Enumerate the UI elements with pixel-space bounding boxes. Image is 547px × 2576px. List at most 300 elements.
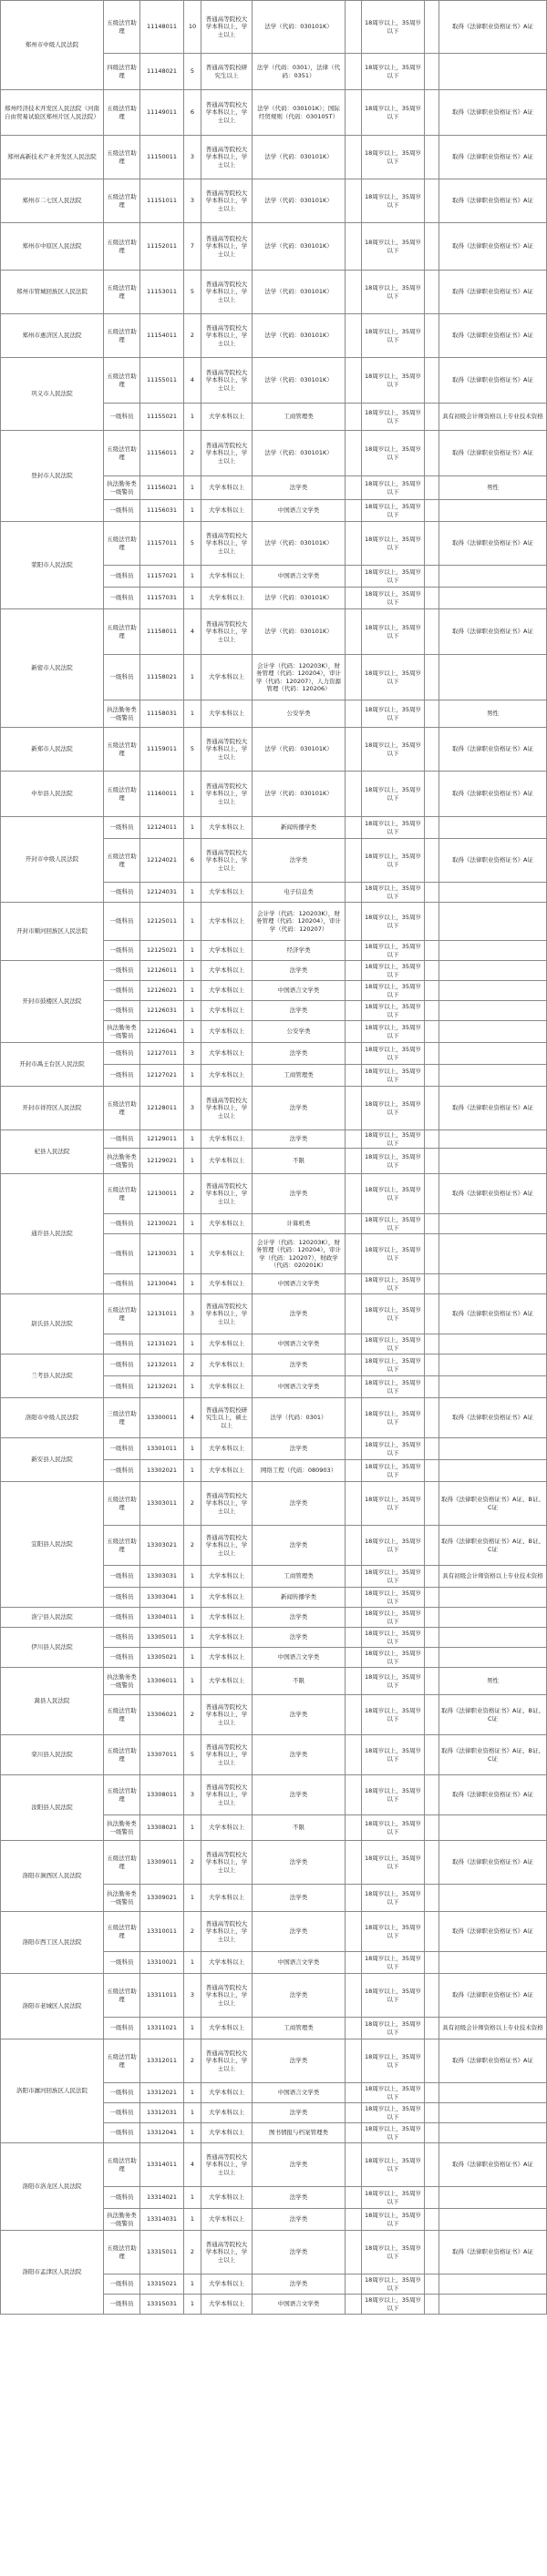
education-cell: 大学本科以上 bbox=[201, 2295, 252, 2314]
major-cell: 中国语言文学类 bbox=[252, 1376, 345, 1397]
blank-cell bbox=[345, 2123, 361, 2142]
blank-cell bbox=[345, 2274, 361, 2294]
requirement-cell bbox=[439, 2103, 547, 2122]
education-cell: 普通高等院校大学本科以上，学士以上 bbox=[201, 1775, 252, 1814]
requirement-cell: 取得《法律职业资格证书》A证 bbox=[439, 314, 547, 357]
count-cell: 1 bbox=[183, 1334, 201, 1354]
code-cell: 12126041 bbox=[139, 1021, 183, 1042]
code-cell: 13311021 bbox=[139, 2018, 183, 2039]
blank-cell bbox=[345, 358, 361, 403]
count-cell: 1 bbox=[183, 2274, 201, 2294]
major-cell: 网络工程（代码：080903） bbox=[252, 1460, 345, 1481]
education-cell: 大学本科以上 bbox=[201, 883, 252, 902]
position-cell: 一级科员 bbox=[103, 655, 139, 700]
requirement-cell bbox=[439, 1214, 547, 1233]
position-cell: 一级科员 bbox=[103, 404, 139, 430]
major-cell: 工商管理类 bbox=[252, 1566, 345, 1587]
education-cell: 大学本科以上 bbox=[201, 817, 252, 838]
position-cell: 四级法官助理 bbox=[103, 54, 139, 89]
age-cell: 18周岁以上，35周岁以下 bbox=[361, 1398, 424, 1437]
requirement-cell: 取得《法律职业资格证书》A证、B证、C证 bbox=[439, 1482, 547, 1525]
position-cell: 一级科员 bbox=[103, 1214, 139, 1233]
age-cell: 18周岁以上，35周岁以下 bbox=[361, 961, 424, 980]
blank-cell-2 bbox=[424, 1294, 439, 1334]
blank-cell bbox=[345, 903, 361, 940]
blank-cell bbox=[345, 817, 361, 838]
blank-cell bbox=[345, 1668, 361, 1694]
age-cell: 18周岁以上，35周岁以下 bbox=[361, 1376, 424, 1397]
position-cell: 五级法官助理 bbox=[103, 1695, 139, 1734]
code-cell: 13305011 bbox=[139, 1628, 183, 1647]
position-cell: 一级科员 bbox=[103, 1460, 139, 1481]
position-cell: 一级科员 bbox=[103, 1628, 139, 1647]
blank-cell-2 bbox=[424, 2018, 439, 2039]
blank-cell-2 bbox=[424, 1214, 439, 1233]
education-cell: 大学本科以上 bbox=[201, 1566, 252, 1587]
blank-cell-2 bbox=[424, 358, 439, 403]
blank-cell bbox=[345, 1735, 361, 1774]
unit-name: 嵩县人民法院 bbox=[0, 1668, 103, 1735]
unit-name: 洛阳市孟津区人民法院 bbox=[0, 2231, 103, 2315]
count-cell: 3 bbox=[183, 1294, 201, 1334]
code-cell: 12127021 bbox=[139, 1065, 183, 1086]
count-cell: 1 bbox=[183, 1566, 201, 1587]
unit-name: 新密市人民法院 bbox=[0, 609, 103, 728]
count-cell: 1 bbox=[183, 1234, 201, 1273]
count-cell: 1 bbox=[183, 2083, 201, 2102]
position-cell: 一级科员 bbox=[103, 903, 139, 940]
age-cell: 18周岁以上，35周岁以下 bbox=[361, 588, 424, 608]
age-cell: 18周岁以上，35周岁以下 bbox=[361, 941, 424, 960]
count-cell: 1 bbox=[183, 1130, 201, 1148]
education-cell: 大学本科以上 bbox=[201, 1354, 252, 1375]
unit-name: 洛阳市中级人民法院 bbox=[0, 1398, 103, 1438]
count-cell: 1 bbox=[183, 961, 201, 980]
age-cell: 18周岁以上，35周岁以下 bbox=[361, 2083, 424, 2102]
position-cell: 五级法官助理 bbox=[103, 522, 139, 565]
blank-cell-2 bbox=[424, 1087, 439, 1130]
blank-cell bbox=[345, 1775, 361, 1814]
blank-cell bbox=[345, 136, 361, 179]
major-cell: 中国语言文学类 bbox=[252, 566, 345, 587]
blank-cell-2 bbox=[424, 1021, 439, 1042]
count-cell: 1 bbox=[183, 2123, 201, 2142]
code-cell: 13315011 bbox=[139, 2231, 183, 2274]
education-cell: 普通高等院校大学本科以上，学士以上 bbox=[201, 609, 252, 654]
count-cell: 1 bbox=[183, 2103, 201, 2122]
requirement-cell bbox=[439, 1001, 547, 1020]
requirement-cell: 男性 bbox=[439, 1668, 547, 1694]
code-cell: 11153011 bbox=[139, 271, 183, 313]
blank-cell-2 bbox=[424, 903, 439, 940]
education-cell: 大学本科以上 bbox=[201, 2018, 252, 2039]
major-cell: 法学类 bbox=[252, 839, 345, 882]
count-cell: 1 bbox=[183, 1608, 201, 1627]
code-cell: 13312011 bbox=[139, 2039, 183, 2082]
age-cell: 18周岁以上，35周岁以下 bbox=[361, 1214, 424, 1233]
major-cell: 公安学类 bbox=[252, 700, 345, 727]
major-cell: 中国语言文学类 bbox=[252, 1952, 345, 1973]
position-cell: 五级法官助理 bbox=[103, 2039, 139, 2082]
blank-cell-2 bbox=[424, 2103, 439, 2122]
age-cell: 18周岁以上，35周岁以下 bbox=[361, 1, 424, 53]
blank-cell bbox=[345, 2039, 361, 2082]
count-cell: 6 bbox=[183, 839, 201, 882]
major-cell: 新闻传播学类 bbox=[252, 817, 345, 838]
major-cell: 法学（代码：030101K） bbox=[252, 1, 345, 53]
count-cell: 1 bbox=[183, 941, 201, 960]
age-cell: 18周岁以上，35周岁以下 bbox=[361, 1885, 424, 1911]
requirement-cell: 取得《法律职业资格证书》A证 bbox=[439, 1775, 547, 1814]
major-cell: 法学类 bbox=[252, 1775, 345, 1814]
major-cell: 法学类 bbox=[252, 2039, 345, 2082]
age-cell: 18周岁以上，35周岁以下 bbox=[361, 2018, 424, 2039]
count-cell: 2 bbox=[183, 431, 201, 475]
education-cell: 普通高等院校大学本科以上，学士以上 bbox=[201, 1294, 252, 1334]
major-cell: 法学类 bbox=[252, 1001, 345, 1020]
position-cell: 执法勤务类一级警员 bbox=[103, 700, 139, 727]
count-cell: 4 bbox=[183, 609, 201, 654]
education-cell: 普通高等院校大学本科以上，学士以上 bbox=[201, 223, 252, 270]
age-cell: 18周岁以上，35周岁以下 bbox=[361, 1668, 424, 1694]
blank-cell bbox=[345, 1648, 361, 1667]
major-cell: 电子信息类 bbox=[252, 883, 345, 902]
code-cell: 12126021 bbox=[139, 981, 183, 1000]
requirement-cell bbox=[439, 1130, 547, 1148]
count-cell: 3 bbox=[183, 136, 201, 179]
blank-cell-2 bbox=[424, 2209, 439, 2230]
education-cell: 普通高等院校大学本科以上，学士以上 bbox=[201, 179, 252, 222]
code-cell: 11156021 bbox=[139, 476, 183, 499]
position-cell: 一级科员 bbox=[103, 883, 139, 902]
requirement-cell: 取得《法律职业资格证书》A证 bbox=[439, 1174, 547, 1213]
blank-cell-2 bbox=[424, 1628, 439, 1647]
blank-cell bbox=[345, 1174, 361, 1213]
unit-name: 登封市人民法院 bbox=[0, 431, 103, 522]
unit-name: 尉氏县人民法院 bbox=[0, 1294, 103, 1354]
position-cell: 一级科员 bbox=[103, 2018, 139, 2039]
age-cell: 18周岁以上，35周岁以下 bbox=[361, 54, 424, 89]
code-cell: 13307011 bbox=[139, 1735, 183, 1774]
education-cell: 普通高等院校大学本科以上，学士以上 bbox=[201, 90, 252, 135]
unit-name: 伊川县人民法院 bbox=[0, 1628, 103, 1668]
blank-cell bbox=[345, 1149, 361, 1173]
count-cell: 1 bbox=[183, 1648, 201, 1667]
age-cell: 18周岁以上，35周岁以下 bbox=[361, 223, 424, 270]
blank-cell-2 bbox=[424, 2187, 439, 2208]
major-cell: 法学（代码：030101K） bbox=[252, 136, 345, 179]
major-cell: 中国语言文学类 bbox=[252, 1334, 345, 1354]
education-cell: 普通高等院校大学本科以上，学士以上 bbox=[201, 1526, 252, 1565]
blank-cell bbox=[345, 1566, 361, 1587]
major-cell: 法学类 bbox=[252, 1885, 345, 1911]
education-cell: 普通高等院校大学本科以上，学士以上 bbox=[201, 1735, 252, 1774]
age-cell: 18周岁以上，35周岁以下 bbox=[361, 1912, 424, 1951]
requirement-cell: 取得《法律职业资格证书》A证 bbox=[439, 839, 547, 882]
age-cell: 18周岁以上，35周岁以下 bbox=[361, 1695, 424, 1734]
blank-cell bbox=[345, 476, 361, 499]
blank-cell-2 bbox=[424, 1354, 439, 1375]
blank-cell-2 bbox=[424, 500, 439, 521]
position-cell: 一级科员 bbox=[103, 961, 139, 980]
education-cell: 大学本科以上 bbox=[201, 941, 252, 960]
requirement-cell: 取得《法律职业资格证书》A证 bbox=[439, 1087, 547, 1130]
education-cell: 普通高等院校大学本科以上，学士以上 bbox=[201, 314, 252, 357]
unit-name: 汝阳县人民法院 bbox=[0, 1775, 103, 1841]
blank-cell-2 bbox=[424, 2231, 439, 2274]
requirement-cell bbox=[439, 1376, 547, 1397]
blank-cell bbox=[345, 961, 361, 980]
count-cell: 4 bbox=[183, 1398, 201, 1437]
education-cell: 普通高等院校大学本科以上，学士以上 bbox=[201, 839, 252, 882]
position-cell: 一级科员 bbox=[103, 1065, 139, 1086]
requirement-cell: 取得《法律职业资格证书》A证 bbox=[439, 136, 547, 179]
education-cell: 大学本科以上 bbox=[201, 566, 252, 587]
major-cell: 中国语言文学类 bbox=[252, 1274, 345, 1293]
code-cell: 11156011 bbox=[139, 431, 183, 475]
requirement-cell: 取得《法律职业资格证书》A证、B证、C证 bbox=[439, 1695, 547, 1734]
unit-name: 洛阳市洛龙区人民法院 bbox=[0, 2143, 103, 2231]
code-cell: 13310021 bbox=[139, 1952, 183, 1973]
education-cell: 普通高等院校大学本科以上，学士以上 bbox=[201, 1482, 252, 1525]
count-cell: 5 bbox=[183, 271, 201, 313]
blank-cell bbox=[345, 2083, 361, 2102]
code-cell: 11150011 bbox=[139, 136, 183, 179]
blank-cell bbox=[345, 728, 361, 771]
requirement-cell: 取得《法律职业资格证书》A证 bbox=[439, 1841, 547, 1884]
age-cell: 18周岁以上，35周岁以下 bbox=[361, 90, 424, 135]
blank-cell-2 bbox=[424, 1376, 439, 1397]
education-cell: 普通高等院校研究生以上 bbox=[201, 54, 252, 89]
education-cell: 普通高等院校大学本科以上，学士以上 bbox=[201, 358, 252, 403]
age-cell: 18周岁以上，35周岁以下 bbox=[361, 522, 424, 565]
major-cell: 法学（代码：030101K） bbox=[252, 431, 345, 475]
code-cell: 13310011 bbox=[139, 1912, 183, 1951]
count-cell: 1 bbox=[183, 1065, 201, 1086]
blank-cell bbox=[345, 1294, 361, 1334]
code-cell: 13309011 bbox=[139, 1841, 183, 1884]
blank-cell bbox=[345, 1912, 361, 1951]
education-cell: 大学本科以上 bbox=[201, 1130, 252, 1148]
education-cell: 大学本科以上 bbox=[201, 2187, 252, 2208]
count-cell: 3 bbox=[183, 1087, 201, 1130]
education-cell: 大学本科以上 bbox=[201, 1438, 252, 1459]
count-cell: 1 bbox=[183, 1214, 201, 1233]
requirement-cell bbox=[439, 1815, 547, 1840]
requirement-cell bbox=[439, 1648, 547, 1667]
requirement-cell: 取得《法律职业资格证书》A证 bbox=[439, 1294, 547, 1334]
code-cell: 13314031 bbox=[139, 2209, 183, 2230]
unit-name: 兰考县人民法院 bbox=[0, 1354, 103, 1398]
count-cell: 3 bbox=[183, 1974, 201, 2017]
code-cell: 13303041 bbox=[139, 1588, 183, 1607]
requirement-cell bbox=[439, 1628, 547, 1647]
age-cell: 18周岁以上，35周岁以下 bbox=[361, 1735, 424, 1774]
education-cell: 大学本科以上 bbox=[201, 1065, 252, 1086]
blank-cell bbox=[345, 1043, 361, 1064]
count-cell: 2 bbox=[183, 2039, 201, 2082]
position-cell: 五级法官助理 bbox=[103, 609, 139, 654]
age-cell: 18周岁以上，35周岁以下 bbox=[361, 2231, 424, 2274]
education-cell: 普通高等院校研究生以上，硕士以上 bbox=[201, 1398, 252, 1437]
blank-cell bbox=[345, 2209, 361, 2230]
count-cell: 2 bbox=[183, 2231, 201, 2274]
blank-cell-2 bbox=[424, 1588, 439, 1607]
code-cell: 11151011 bbox=[139, 179, 183, 222]
position-cell: 执法勤务类一级警员 bbox=[103, 1021, 139, 1042]
position-cell: 一级科员 bbox=[103, 2083, 139, 2102]
blank-cell-2 bbox=[424, 90, 439, 135]
requirement-cell: 男性 bbox=[439, 476, 547, 499]
position-cell: 一级科员 bbox=[103, 2295, 139, 2314]
requirement-cell bbox=[439, 961, 547, 980]
code-cell: 12130031 bbox=[139, 1234, 183, 1273]
unit-name: 通许县人民法院 bbox=[0, 1174, 103, 1294]
blank-cell-2 bbox=[424, 981, 439, 1000]
blank-cell-2 bbox=[424, 1065, 439, 1086]
count-cell: 1 bbox=[183, 1885, 201, 1911]
age-cell: 18周岁以上，35周岁以下 bbox=[361, 1648, 424, 1667]
requirement-cell bbox=[439, 1334, 547, 1354]
education-cell: 大学本科以上 bbox=[201, 655, 252, 700]
count-cell: 5 bbox=[183, 54, 201, 89]
position-cell: 五级法官助理 bbox=[103, 2231, 139, 2274]
age-cell: 18周岁以上，35周岁以下 bbox=[361, 1043, 424, 1064]
blank-cell-2 bbox=[424, 2143, 439, 2186]
unit-name: 郑州市中原区人民法院 bbox=[0, 223, 103, 271]
blank-cell-2 bbox=[424, 1460, 439, 1481]
blank-cell-2 bbox=[424, 1398, 439, 1437]
count-cell: 1 bbox=[183, 1021, 201, 1042]
code-cell: 13304011 bbox=[139, 1608, 183, 1627]
blank-cell-2 bbox=[424, 314, 439, 357]
requirement-cell: 具有初级会计师资格以上专业技术资格 bbox=[439, 404, 547, 430]
count-cell: 1 bbox=[183, 1815, 201, 1840]
blank-cell-2 bbox=[424, 1668, 439, 1694]
education-cell: 普通高等院校大学本科以上，学士以上 bbox=[201, 1841, 252, 1884]
position-cell: 五级法官助理 bbox=[103, 136, 139, 179]
major-cell: 法学（代码：030101K） bbox=[252, 772, 345, 816]
major-cell: 法学类 bbox=[252, 1526, 345, 1565]
blank-cell bbox=[345, 1588, 361, 1607]
requirement-cell: 取得《法律职业资格证书》A证 bbox=[439, 431, 547, 475]
education-cell: 普通高等院校大学本科以上，学士以上 bbox=[201, 2039, 252, 2082]
unit-name: 郑州经济技术开发区人民法院（河南自由贸易试验区郑州片区人民法院） bbox=[0, 90, 103, 136]
education-cell: 普通高等院校大学本科以上，学士以上 bbox=[201, 271, 252, 313]
education-cell: 大学本科以上 bbox=[201, 981, 252, 1000]
requirement-cell bbox=[439, 941, 547, 960]
blank-cell bbox=[345, 609, 361, 654]
requirement-cell bbox=[439, 2274, 547, 2294]
education-cell: 普通高等院校大学本科以上，学士以上 bbox=[201, 431, 252, 475]
position-cell: 执法勤务类一级警员 bbox=[103, 1668, 139, 1694]
blank-cell-2 bbox=[424, 431, 439, 475]
major-cell: 法学类 bbox=[252, 961, 345, 980]
major-cell: 法学类 bbox=[252, 2103, 345, 2122]
blank-cell bbox=[345, 1214, 361, 1233]
requirement-cell: 取得《法律职业资格证书》A证、B证、C证 bbox=[439, 1735, 547, 1774]
blank-cell-2 bbox=[424, 1130, 439, 1148]
education-cell: 大学本科以上 bbox=[201, 961, 252, 980]
blank-cell bbox=[345, 1526, 361, 1565]
requirement-cell: 取得《法律职业资格证书》A证 bbox=[439, 2143, 547, 2186]
requirement-cell bbox=[439, 1065, 547, 1086]
code-cell: 11148021 bbox=[139, 54, 183, 89]
blank-cell bbox=[345, 1885, 361, 1911]
blank-cell bbox=[345, 839, 361, 882]
position-cell: 一级科员 bbox=[103, 1438, 139, 1459]
blank-cell-2 bbox=[424, 2039, 439, 2082]
unit-name: 新郑市人民法院 bbox=[0, 728, 103, 772]
position-cell: 一级科员 bbox=[103, 2187, 139, 2208]
requirement-cell: 取得《法律职业资格证书》A证 bbox=[439, 1, 547, 53]
code-cell: 11152011 bbox=[139, 223, 183, 270]
blank-cell-2 bbox=[424, 883, 439, 902]
blank-cell-2 bbox=[424, 1, 439, 53]
blank-cell bbox=[345, 700, 361, 727]
position-cell: 五级法官助理 bbox=[103, 179, 139, 222]
blank-cell bbox=[345, 1334, 361, 1354]
count-cell: 1 bbox=[183, 817, 201, 838]
major-cell: 法学（代码：030101K） bbox=[252, 223, 345, 270]
age-cell: 18周岁以上，35周岁以下 bbox=[361, 2187, 424, 2208]
major-cell: 经济学类 bbox=[252, 941, 345, 960]
count-cell: 1 bbox=[183, 700, 201, 727]
blank-cell bbox=[345, 522, 361, 565]
blank-cell bbox=[345, 1234, 361, 1273]
code-cell: 11148011 bbox=[139, 1, 183, 53]
major-cell: 会计学（代码：120203K），财务管理（代码：120204），审计学（代码：120207），人力资源管理（代码：120206） bbox=[252, 655, 345, 700]
major-cell: 法学类 bbox=[252, 1354, 345, 1375]
count-cell: 2 bbox=[183, 1354, 201, 1375]
count-cell: 1 bbox=[183, 500, 201, 521]
unit-name: 开封市中级人民法院 bbox=[0, 817, 103, 903]
blank-cell-2 bbox=[424, 728, 439, 771]
major-cell: 中国语言文学类 bbox=[252, 2083, 345, 2102]
major-cell: 法学类 bbox=[252, 1912, 345, 1951]
position-cell: 五级法官助理 bbox=[103, 1735, 139, 1774]
unit-name: 洛阳市瀍河回族区人民法院 bbox=[0, 2039, 103, 2143]
count-cell: 10 bbox=[183, 1, 201, 53]
code-cell: 13311011 bbox=[139, 1974, 183, 2017]
requirement-cell bbox=[439, 1460, 547, 1481]
blank-cell bbox=[345, 655, 361, 700]
requirement-cell: 取得《法律职业资格证书》A证 bbox=[439, 179, 547, 222]
major-cell: 法学（代码：030101K） bbox=[252, 728, 345, 771]
code-cell: 11160011 bbox=[139, 772, 183, 816]
major-cell: 新闻传播学类 bbox=[252, 1588, 345, 1607]
code-cell: 13314011 bbox=[139, 2143, 183, 2186]
count-cell: 1 bbox=[183, 1668, 201, 1694]
count-cell: 1 bbox=[183, 1438, 201, 1459]
count-cell: 1 bbox=[183, 1274, 201, 1293]
age-cell: 18周岁以上，35周岁以下 bbox=[361, 1526, 424, 1565]
education-cell: 普通高等院校大学本科以上，学士以上 bbox=[201, 1695, 252, 1734]
education-cell: 大学本科以上 bbox=[201, 2209, 252, 2230]
education-cell: 大学本科以上 bbox=[201, 1608, 252, 1627]
position-cell: 执法勤务类一级警员 bbox=[103, 476, 139, 499]
requirement-cell bbox=[439, 1149, 547, 1173]
code-cell: 12132021 bbox=[139, 1376, 183, 1397]
major-cell: 法学（代码：030101K）；国际经贸规则（代码：030105T） bbox=[252, 90, 345, 135]
unit-name: 郑州市惠济区人民法院 bbox=[0, 314, 103, 358]
code-cell: 13303011 bbox=[139, 1482, 183, 1525]
count-cell: 6 bbox=[183, 90, 201, 135]
blank-cell bbox=[345, 1376, 361, 1397]
requirement-cell: 取得《法律职业资格证书》A证 bbox=[439, 522, 547, 565]
blank-cell bbox=[345, 1065, 361, 1086]
blank-cell bbox=[345, 1001, 361, 1020]
